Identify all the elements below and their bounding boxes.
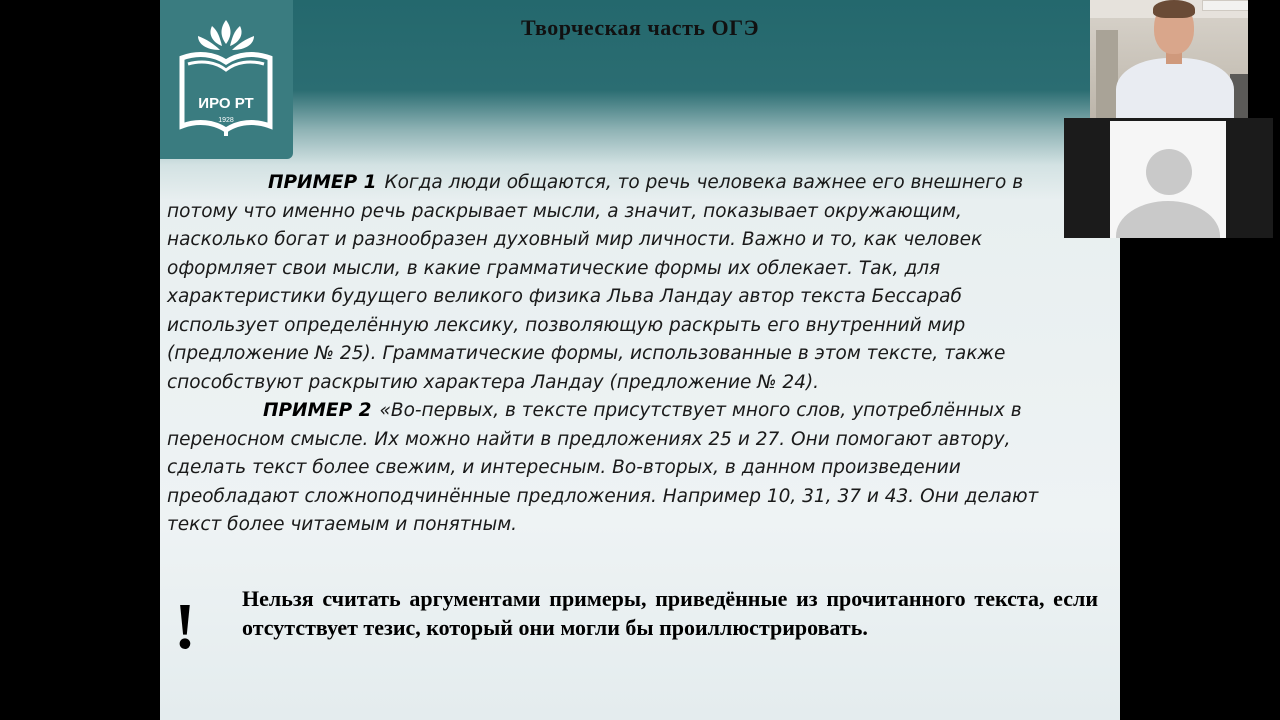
examples-block xyxy=(167,169,1097,540)
logo-text: ИРО РТ xyxy=(198,95,254,112)
example1-line: потому что именно речь раскрывает мысли, а значит, показывает окружающим, xyxy=(167,200,962,222)
example1-line: способствуют раскрытию характера Ландау (предложение № 24). xyxy=(167,371,820,393)
example2-line: преобладают сложноподчинённые предложения. Например 10, 31, 37 и 43. Они делают xyxy=(167,485,1039,507)
warning-text: Нельзя считать аргументами примеры, приведённые из прочитанного текста, если отсутствует тезис, который они могли бы проиллюстрировать. xyxy=(242,586,1098,640)
example1-line: насколько богат и разнообразен духовный мир личности. Важно и то, как человек xyxy=(167,229,983,250)
video-door xyxy=(1096,30,1118,118)
avatar-body xyxy=(1116,201,1220,238)
example1-line: (предложение № 25). Грамматические формы, использованные в этом тексте, также xyxy=(167,343,1006,364)
example1-line: Когда люди общаются, то речь человека важнее его внешнего в xyxy=(384,172,1024,193)
example1-line: использует определённую лексику, позволяющую раскрыть его внутренний мир xyxy=(167,314,966,336)
presentation-slide xyxy=(160,0,1120,720)
slide-title: Творческая часть ОГЭ xyxy=(520,15,760,40)
example2-first-line xyxy=(167,397,1097,426)
participant-tile[interactable] xyxy=(1064,118,1273,238)
user-avatar-icon xyxy=(1110,121,1226,238)
example1-line: характеристики будущего великого физика Льва Ландау автор текста Бессараб xyxy=(167,286,962,307)
example2-line: «Во-первых, в тексте присутствует много слов, употреблённых в xyxy=(379,400,1022,421)
example2-line: сделать текст более свежим, и интересным. Во-вторых, в данном произведении xyxy=(167,457,961,478)
logo-year: 1928 xyxy=(218,117,234,124)
example1-label: ПРИМЕР 1 xyxy=(268,172,377,193)
example2-label: ПРИМЕР 2 xyxy=(263,400,372,421)
example2-line: переносном смысле. Их можно найти в предложениях 25 и 27. Они помогают автору, xyxy=(167,428,1011,450)
example1-line: оформляет свои мысли, в какие грамматические формы их облекает. Так, для xyxy=(167,257,941,279)
presenter-video[interactable] xyxy=(1090,0,1248,118)
exclamation-icon: ! xyxy=(174,590,196,663)
example2-line: текст более читаемым и понятным. xyxy=(167,514,518,535)
presenter-shirt xyxy=(1116,58,1234,118)
presenter-hair xyxy=(1153,0,1195,18)
air-conditioner xyxy=(1202,0,1248,11)
example1-first-line xyxy=(167,169,1097,198)
avatar-head xyxy=(1146,149,1192,195)
